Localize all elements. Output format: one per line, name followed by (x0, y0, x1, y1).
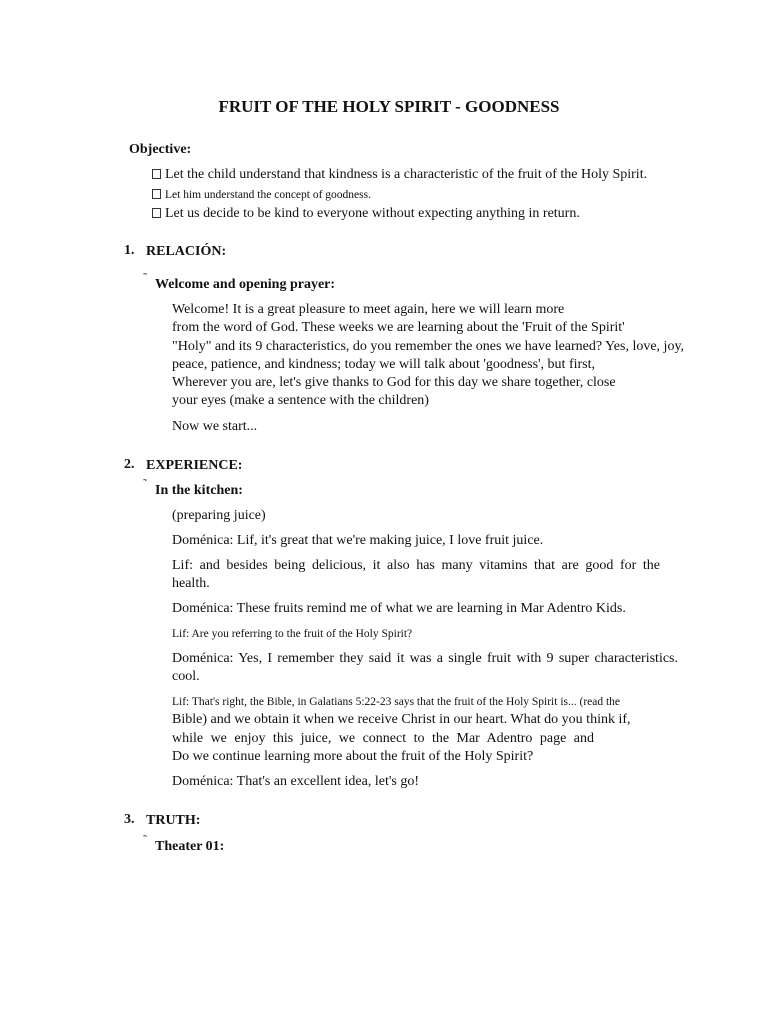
section-heading-relacion: RELACIÓN: (146, 244, 227, 259)
dialogue-line: Doménica: Yes, I remember they said it was a single fruit with 9 super characteristics. (172, 651, 678, 666)
dialogue-line: Doménica: These fruits remind me of what we are learning in Mar Adentro Kids. (172, 601, 626, 616)
dialogue-line: Do we continue learning more about the fruit of the Holy Spirit? (172, 749, 534, 764)
subheading-welcome: Welcome and opening prayer: (155, 277, 336, 292)
objective-heading: Objective: (129, 142, 192, 157)
welcome-line: your eyes (make a sentence with the children) (172, 393, 429, 408)
welcome-line: from the word of God. These weeks we are learning about the 'Fruit of the Spirit' (172, 320, 625, 335)
welcome-line: Welcome! It is a great pleasure to meet again, here we will learn more (172, 302, 565, 317)
dialogue-line: Bible) and we obtain it when we receive Christ in our heart. What do you think if, (172, 712, 631, 727)
bullet-mark: ˜ (143, 832, 147, 846)
bullet-mark: ˜ (143, 270, 147, 284)
section-number: 1. (124, 243, 135, 258)
dialogue-line: cool. (172, 669, 200, 684)
checkbox-icon (152, 189, 161, 199)
dialogue-line: health. (172, 576, 210, 591)
dialogue-line: Doménica: Lif, it's great that we're making juice, I love fruit juice. (172, 533, 544, 548)
checkbox-icon (152, 169, 161, 179)
welcome-after: Now we start... (172, 419, 258, 434)
welcome-line: peace, patience, and kindness; today we will talk about 'goodness', but first, (172, 357, 595, 372)
dialogue-line: Lif: That's right, the Bible, in Galatians 5:22-23 says that the fruit of the Holy Spirit is... (read the (172, 696, 621, 708)
section-heading-truth: TRUTH: (146, 813, 201, 828)
welcome-line: Wherever you are, let's give thanks to God for this day we share together, close (172, 375, 616, 390)
bullet-mark: ˜ (143, 476, 147, 490)
dialogue-line: Doménica: That's an excellent idea, let's go! (172, 774, 419, 789)
objective-item: Let the child understand that kindness is a characteristic of the fruit of the Holy Spirit. (152, 166, 647, 184)
section-number: 2. (124, 457, 135, 472)
subheading-theater: Theater 01: (155, 839, 225, 854)
objective-item: Let us decide to be kind to everyone without expecting anything in return. (152, 205, 580, 223)
section-heading-experience: EXPERIENCE: (146, 458, 243, 473)
checkbox-icon (152, 208, 161, 218)
dialogue-line: Lif: and besides being delicious, it also has many vitamins that are good for the (172, 558, 660, 573)
dialogue-line: while we enjoy this juice, we connect to the Mar Adentro page and (172, 731, 594, 746)
section-number: 3. (124, 812, 135, 827)
page-title: FRUIT OF THE HOLY SPIRIT - GOODNESS (218, 97, 560, 116)
dialogue-line: Lif: Are you referring to the fruit of the Holy Spirit? (172, 628, 413, 640)
stage-direction: (preparing juice) (172, 508, 266, 523)
subheading-kitchen: In the kitchen: (155, 483, 243, 498)
objective-item: Let him understand the concept of goodness. (152, 186, 371, 204)
welcome-line: "Holy" and its 9 characteristics, do you remember the ones we have learned? Yes, love, joy, (172, 339, 685, 354)
